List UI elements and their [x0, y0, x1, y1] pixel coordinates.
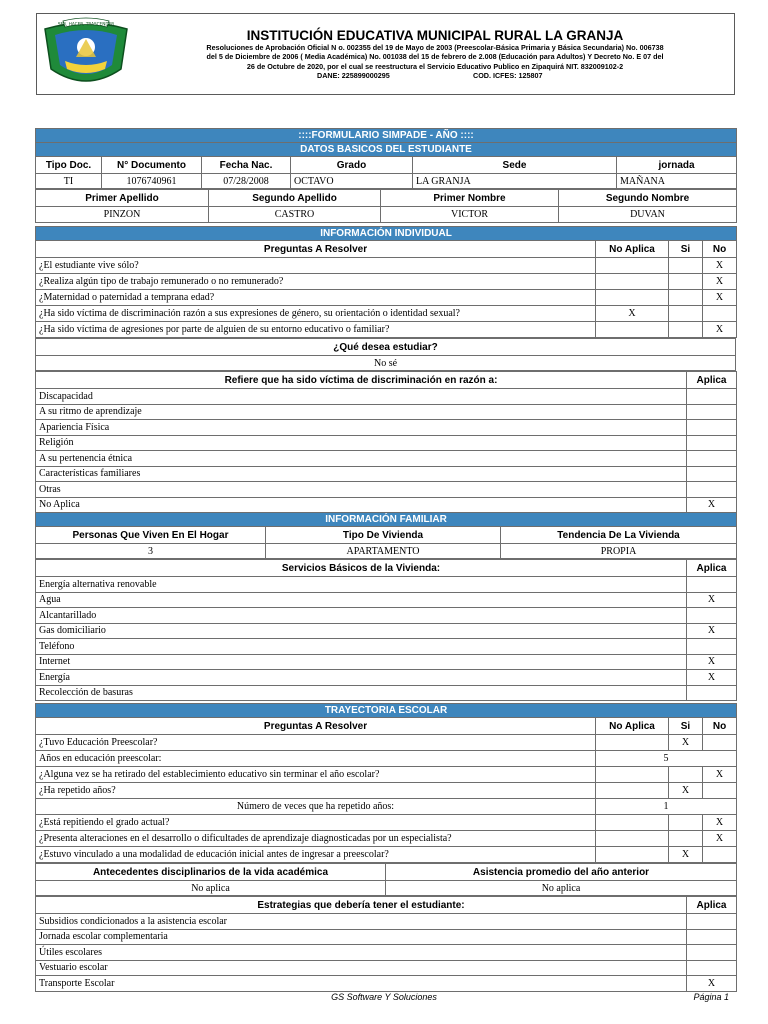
strategy-value [687, 945, 737, 961]
answer-na [596, 831, 669, 847]
header-housing-tenure: Tendencia De La Vivienda [501, 527, 737, 544]
list-item [36, 404, 737, 420]
answer-no: X [703, 258, 737, 274]
answer-no [703, 783, 737, 799]
list-item [36, 435, 737, 451]
header-household: Personas Que Viven En El Hogar [36, 527, 266, 544]
school-shield-logo-icon [41, 17, 131, 91]
header-birth-date: Fecha Nac. [202, 157, 291, 174]
value-second-surname: CASTRO [209, 207, 381, 223]
value-campus: LA GRANJA [413, 174, 617, 189]
header-campus: Sede [413, 157, 617, 174]
answer-na [596, 847, 669, 863]
strategy-label: Subsidios condicionados a la asistencia escolar [36, 914, 687, 930]
answer-no: X [703, 831, 737, 847]
table-row [36, 306, 737, 322]
answer-no [703, 847, 737, 863]
services-title: Servicios Básicos de la Vivienda: [36, 560, 687, 577]
question-text: ¿El estudiante vive sólo? [36, 258, 596, 274]
discrim-value [687, 420, 737, 436]
discrim-label: Discapacidad [36, 389, 687, 405]
table-row [36, 767, 737, 783]
question-text: ¿Estuvo vinculado a una modalidad de educación inicial antes de ingresar a preescolar? [36, 847, 596, 863]
col-no-aplica: No Aplica [596, 241, 669, 258]
strategy-value [687, 914, 737, 930]
col-aplica: Aplica [687, 897, 737, 914]
value-attendance: No aplica [386, 881, 737, 896]
question-text: ¿Está repitiendo el grado actual? [36, 815, 596, 831]
discrim-value: X [687, 497, 737, 513]
answer-si [669, 831, 703, 847]
discrim-label: Características familiares [36, 466, 687, 482]
institution-title: INSTITUCIÓN EDUCATIVA MUNICIPAL RURAL LA GRANJA [246, 28, 624, 43]
question-text: ¿Ha repetido años? [36, 783, 596, 799]
service-value [687, 608, 737, 624]
strategy-value [687, 960, 737, 976]
resolution-line-1: Resoluciones de Aprobación Oficial N o. 002355 del 19 de Mayo de 2003 (Preescolar-Básica Primaria y Básica Secundaria) No. 006738 [206, 43, 664, 52]
answer-no: X [703, 322, 737, 338]
col-no: No [703, 718, 737, 735]
discrim-label: Religión [36, 435, 687, 451]
answer-na [596, 815, 669, 831]
answer-no [703, 735, 737, 751]
strategy-value [687, 929, 737, 945]
answer-no: X [703, 274, 737, 290]
col-questions: Preguntas A Resolver [36, 718, 596, 735]
answer-na [596, 274, 669, 290]
list-item [36, 497, 737, 513]
answer-si: X [669, 847, 703, 863]
question-text: ¿Ha sido víctima de agresiones por parte de alguien de su entorno educativo o familiar? [36, 322, 596, 338]
header-first-name: Primer Nombre [381, 190, 559, 207]
col-aplica: Aplica [687, 560, 737, 577]
question-text: ¿Maternidad o paternidad a temprana edad? [36, 290, 596, 306]
value-second-name: DUVAN [559, 207, 737, 223]
seal-motto: SER, HACER, TRASCENDER [57, 21, 115, 27]
service-label: Teléfono [36, 639, 687, 655]
resolution-line-2: del 5 de Diciembre de 2006 ( Media Académica) No. 001038 del 15 de febrero de 2.008 (Educación para Adultos) Y Decreto No. E 07 del [206, 52, 664, 62]
table-row [36, 258, 737, 274]
service-label: Energía alternativa renovable [36, 577, 687, 593]
answer-si [669, 815, 703, 831]
table-row [36, 783, 737, 799]
answer-na [596, 767, 669, 783]
service-value: X [687, 592, 737, 608]
strategies-title: Estrategias que debería tener el estudiante: [36, 897, 687, 914]
list-item [36, 960, 737, 976]
service-label: Gas domiciliario [36, 623, 687, 639]
list-item [36, 482, 737, 498]
question-text: ¿Ha sido víctima de discriminación razón a sus expresiones de género, su orientación o identidad sexual? [36, 306, 596, 322]
discrim-value [687, 404, 737, 420]
header-shift: jornada [617, 157, 737, 174]
col-no-aplica: No Aplica [596, 718, 669, 735]
family-title: INFORMACIÓN FAMILIAR [36, 513, 737, 527]
service-value [687, 577, 737, 593]
service-value [687, 685, 737, 701]
value-grade: OCTAVO [291, 174, 413, 189]
answer-na [596, 783, 669, 799]
question-text: Número de veces que ha repetido años: [36, 799, 596, 815]
institution-header [36, 13, 735, 95]
answer-value: 5 [596, 751, 737, 767]
question-text: ¿Alguna vez se ha retirado del establecimiento educativo sin terminar el año escolar? [36, 767, 596, 783]
table-row [36, 290, 737, 306]
discrim-label: Otras [36, 482, 687, 498]
strategy-label: Vestuario escolar [36, 960, 687, 976]
col-si: Si [669, 241, 703, 258]
answer-na [596, 735, 669, 751]
discrim-label: A su ritmo de aprendizaje [36, 404, 687, 420]
strategy-value: X [687, 976, 737, 992]
strategy-label: Transporte Escolar [36, 976, 687, 992]
answer-si [669, 322, 703, 338]
value-housing-type: APARTAMENTO [266, 544, 501, 559]
list-item [36, 389, 737, 405]
header-doc-type: Tipo Doc. [36, 157, 102, 174]
strategy-label: Jornada escolar complementaria [36, 929, 687, 945]
header-second-name: Segundo Nombre [559, 190, 737, 207]
list-item [36, 685, 737, 701]
col-si: Si [669, 718, 703, 735]
discrim-label: A su pertenencia étnica [36, 451, 687, 467]
basic-data-section [35, 128, 736, 223]
col-questions: Preguntas A Resolver [36, 241, 596, 258]
form-title: ::::FORMULARIO SIMPADE - AÑO :::: [36, 129, 737, 143]
value-doc-type: TI [36, 174, 102, 189]
service-label: Internet [36, 654, 687, 670]
table-row [36, 847, 737, 863]
discrim-value [687, 389, 737, 405]
dane-code: DANE: 225899000295 [317, 71, 390, 81]
value-household: 3 [36, 544, 266, 559]
header-doc-number: N° Documento [102, 157, 202, 174]
answer-si [669, 258, 703, 274]
answer-value: 1 [596, 799, 737, 815]
table-row [36, 322, 737, 338]
value-first-name: VICTOR [381, 207, 559, 223]
header-grade: Grado [291, 157, 413, 174]
value-doc-number: 1076740961 [102, 174, 202, 189]
answer-si [669, 290, 703, 306]
icfes-code: COD. ICFES: 125807 [473, 71, 543, 81]
answer-na [596, 290, 669, 306]
header-first-surname: Primer Apellido [36, 190, 209, 207]
discrimination-title: Refiere que ha sido víctima de discriminación en razón a: [36, 372, 687, 389]
list-item [36, 945, 737, 961]
value-first-surname: PINZON [36, 207, 209, 223]
discrim-value [687, 482, 737, 498]
service-value: X [687, 654, 737, 670]
answer-na: X [596, 306, 669, 322]
header-second-surname: Segundo Apellido [209, 190, 381, 207]
value-birth-date: 07/28/2008 [202, 174, 291, 189]
service-label: Energía [36, 670, 687, 686]
family-info-section [35, 512, 736, 701]
list-item [36, 451, 737, 467]
service-value: X [687, 623, 737, 639]
question-text: Años en educación preescolar: [36, 751, 596, 767]
value-shift: MAÑANA [617, 174, 737, 189]
basic-data-title: DATOS BASICOS DEL ESTUDIANTE [36, 143, 737, 157]
col-no: No [703, 241, 737, 258]
individual-info-section [35, 226, 736, 513]
answer-no: X [703, 815, 737, 831]
col-aplica: Aplica [687, 372, 737, 389]
answer-si [669, 274, 703, 290]
table-row [36, 735, 737, 751]
question-text: ¿Realiza algún tipo de trabajo remunerado o no remunerado? [36, 274, 596, 290]
school-trajectory-section [35, 703, 736, 992]
study-answer: No sé [36, 356, 736, 371]
answer-si: X [669, 783, 703, 799]
footer-page-number: Página 1 [693, 992, 729, 1002]
discrim-label: No Aplica [36, 497, 687, 513]
answer-si [669, 767, 703, 783]
service-label: Agua [36, 592, 687, 608]
discrim-value [687, 435, 737, 451]
header-disciplinary: Antecedentes disciplinarios de la vida académica [36, 864, 386, 881]
table-row [36, 274, 737, 290]
list-item [36, 466, 737, 482]
list-item [36, 420, 737, 436]
list-item [36, 623, 737, 639]
individual-title: INFORMACIÓN INDIVIDUAL [36, 227, 737, 241]
header-attendance: Asistencia promedio del año anterior [386, 864, 737, 881]
school-title: TRAYECTORIA ESCOLAR [36, 704, 737, 718]
resolution-line-3: 26 de Octubre de 2020, por el cual se reestructura el Servicio Educativo Publico en Zipaquirá NIT. 832009102-2 [246, 61, 624, 71]
service-label: Recolección de basuras [36, 685, 687, 701]
table-row [36, 815, 737, 831]
question-text: ¿Tuvo Educación Preescolar? [36, 735, 596, 751]
value-disciplinary: No aplica [36, 881, 386, 896]
table-row [36, 799, 737, 815]
discrim-value [687, 451, 737, 467]
answer-no: X [703, 767, 737, 783]
study-question: ¿Qué desea estudiar? [36, 339, 736, 356]
question-text: ¿Presenta alteraciones en el desarrollo o dificultades de aprendizaje diagnosticadas por un especialista? [36, 831, 596, 847]
list-item [36, 592, 737, 608]
answer-na [596, 258, 669, 274]
list-item [36, 914, 737, 930]
header-housing-type: Tipo De Vivienda [266, 527, 501, 544]
discrim-value [687, 466, 737, 482]
answer-na [596, 322, 669, 338]
answer-no: X [703, 290, 737, 306]
discrim-label: Apariencia Física [36, 420, 687, 436]
table-row [36, 831, 737, 847]
list-item [36, 639, 737, 655]
table-row [36, 751, 737, 767]
service-label: Alcantarillado [36, 608, 687, 624]
answer-si [669, 306, 703, 322]
answer-si: X [669, 735, 703, 751]
footer-company: GS Software Y Soluciones [331, 992, 437, 1002]
list-item [36, 929, 737, 945]
list-item [36, 577, 737, 593]
list-item [36, 654, 737, 670]
list-item [36, 608, 737, 624]
answer-no [703, 306, 737, 322]
service-value: X [687, 670, 737, 686]
list-item [36, 976, 737, 992]
list-item [36, 670, 737, 686]
value-housing-tenure: PROPIA [501, 544, 737, 559]
strategy-label: Útiles escolares [36, 945, 687, 961]
service-value [687, 639, 737, 655]
